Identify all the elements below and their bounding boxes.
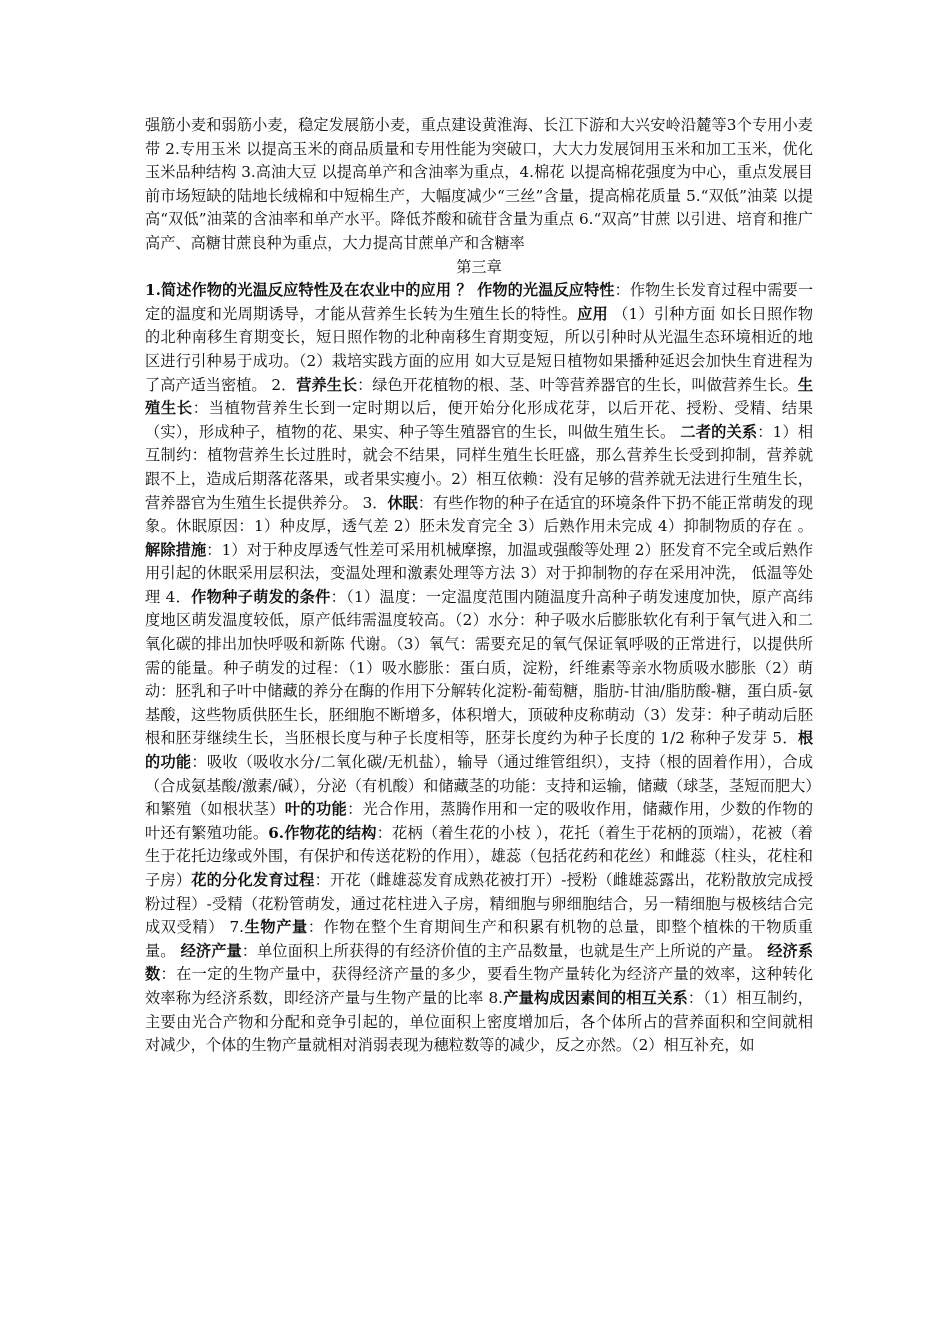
flower-development-text: ：开花（雌雄蕊发育成熟花被打开）-授粉（雌雄蕊露出，花粉散放完成授粉过程）-受精（花粉管萌发，通过花柱进入子房，精细胞与卵细胞结合，另一精细胞与极核结合完成双受精） 7. [145,871,814,937]
yield-components-text: ：（1）相互制约，主要由光合产物和分配和竞争引起的，单位面积上密度增加后，各个体所占的营养面积和空间就相对减少，个体的生物产量就相对消弱表现为穗粒数等的减少，反之亦然。（2）相互补充，如 [145,988,813,1055]
reproductive-growth-text: ：当植物营养生长到一定时期以后，便开始分化形成花芽，以后开花、授粉、受精、结果（实），形成种子，植物的花、果实、种子等生殖器官的生长，叫做生殖生长。 [145,399,814,441]
chapter-title: 第三章 [456,257,502,276]
dormancy-heading: 休眠 [387,493,418,512]
vegetative-growth-text: ：绿色开花植物的根、茎、叶等营养器官的生长，叫做营养生长。 [357,375,798,394]
economic-yield-text: ：单位面积上所获得的有经济价值的主产品数量，也就是生产上所说的产量。 [241,941,768,960]
root-function-heading: 根的功能 [145,729,813,772]
leaf-function-text: ：光合作用，蒸腾作用和一定的吸收作用，储藏作用，少数的作物的叶还有繁殖功能。 [145,800,814,842]
yield-components-heading: 产量构成因素间的相互关系 [503,988,688,1007]
flower-development-heading: 花的分化发育过程 [191,871,315,889]
photothermal-definition: ：作物生长发育过程中需要一定的温度和光周期诱导，才能从营养生长转为生殖生长的特性。 [145,281,814,323]
root-function-text: ：吸收（吸收水分/二氧化碳/无机盐），输导（通过维管组织），支持（根的固着作用），合成（合成氨基酸/激素/碱），分泌（有机酸）和储藏茎的功能：支持和运输，储藏（球茎，茎短而肥大）和繁殖（如根状茎） [145,753,814,819]
leaf-function-heading: 叶的功能 [284,800,348,819]
biological-yield-text: ：作物在整个生育期间生产和积累有机物的总量，即整个植株的干物质重量。 [145,918,813,960]
relationship-heading: 二者的关系 [680,422,758,441]
relationship-text: ：1）相互制约：植物营养生长过胜时，就会不结果，同样生殖生长旺盛，那么营养生长受到抑制，营养就跟不上，造成后期落花落果，或者果实瘦小。2）相互依赖：没有足够的营养就无法进行生殖生长，营养器官为生殖生长提供养分。 3． [145,422,814,512]
intro-text: 强筋小麦和弱筋小麦，稳定发展筋小麦，重点建设黄淮海、长江下游和大兴安岭沿麓等3个专用小麦带 2.专用玉米 以提高玉米的商品质量和专用性能为突破口，大大力发展饲用玉米和加工玉米，优化玉米品种结构 3.高油大豆 以提高单产和含油率为重点，4.棉花 以提高棉花强度为中心，重点发展目前市场短缺的陆地长绒棉和中短棉生产，大幅度减少“三丝”含量，提高棉花质量 5.“双低”油菜 以提高“双低”油菜的含油率和单产水平。降低芥酸和硫苷含量为重点 6.“双高”甘蔗 以引进、培育和推广高产、高糖甘蔗良种为重点，大力提高甘蔗单产和含糖率 [145,116,813,252]
economic-yield-heading: 经济产量 [180,941,242,960]
reproductive-growth-heading: 生殖生长 [145,375,814,418]
document-page [145,114,813,1058]
germination-conditions-text: ：（1）温度：一定温度范围内随温度升高种子萌发速度加快，原产高纬度地区萌发温度较低，原产低纬需温度较高。（2）水分：种子吸水后膨胀软化有利于氧气进入和二氧化碳的排出加快呼吸和新陈 代谢。（3）氧气：需要充足的氧气保证氧呼吸的正常进行，以提供所需的能量。种子萌发的过程：（1）吸水膨胀：蛋白质，淀粉，纤维素等亲水物质吸水膨胀（2）萌动：胚乳和子叶中储藏的养分在酶的作用下分解转化淀粉-葡萄糖，脂肪-甘油/脂肪酸-糖，蛋白质-氨基酸，这些物质供胚生长，胚细胞不断增多，体积增大，顶破种皮称萌动（3）发芽：种子萌动后胚根和胚芽继续生长，当胚根长度与种子长度相等，胚芽长度约为种子长度的 1/2 称种子发芽 5． [145,587,813,748]
dormancy-release-heading: 解除措施 [145,540,207,559]
application-text: （1）引种方面 如长日照作物的北种南移生育期变长，短日照作物的北种南移生育期变短，所以引种时从光温生态环境相近的地区进行引种易于成功。（2）栽培实践方面的应用 如大豆是短日植物如果播种延迟会加快生育进程为了高产适当密植。 2． [145,304,814,394]
vegetative-growth-heading: 营养生长 [296,375,358,394]
flower-structure-heading: 6.作物花的结构 [268,823,377,842]
biological-yield-heading: 生物产量 [243,918,308,937]
chapter-body-paragraph [145,279,813,1058]
economic-coefficient-heading: 经济系数 [145,941,814,984]
dormancy-release-text: ：1）对于种皮厚透气性差可采用机械摩擦，加温或强酸等处理 2）胚发育不完全或后熟作用引起的休眠采用层积法，变温处理和激素处理等方法 3）对于抑制物的存在采用冲洗， 低温等处理 4． [145,540,814,606]
intro-paragraph [145,114,813,256]
application-heading: 应用 [577,304,608,323]
flower-structure-text: ：花柄（着生花的小枝 ），花托（着生于花柄的顶端），花被（着生于花托边缘或外围，有保护和传送花粉的作用），雄蕊（包括花药和花丝）和雌蕊（柱头，花柱和子房） [145,823,813,889]
germination-conditions-heading: 作物种子萌发的条件 [191,587,331,606]
economic-coefficient-text: ：在一定的生物产量中，获得经济产量的多少，要看生物产量转化为经济产量的效率，这种转化效率称为经济系数，即经济产量与生物产量的比率 8. [145,965,814,1007]
question-1-heading: 1.简述作物的光温反应特性及在农业中的应用 ？ 作物的光温反应特性 [145,281,615,300]
dormancy-text: ：有些作物的种子在适宜的环境条件下扔不能正常萌发的现象。休眠原因：1）种皮厚，透气差 2）胚未发育完全 3）后熟作用未完成 4）抑制物质的存在 。 [145,493,814,536]
